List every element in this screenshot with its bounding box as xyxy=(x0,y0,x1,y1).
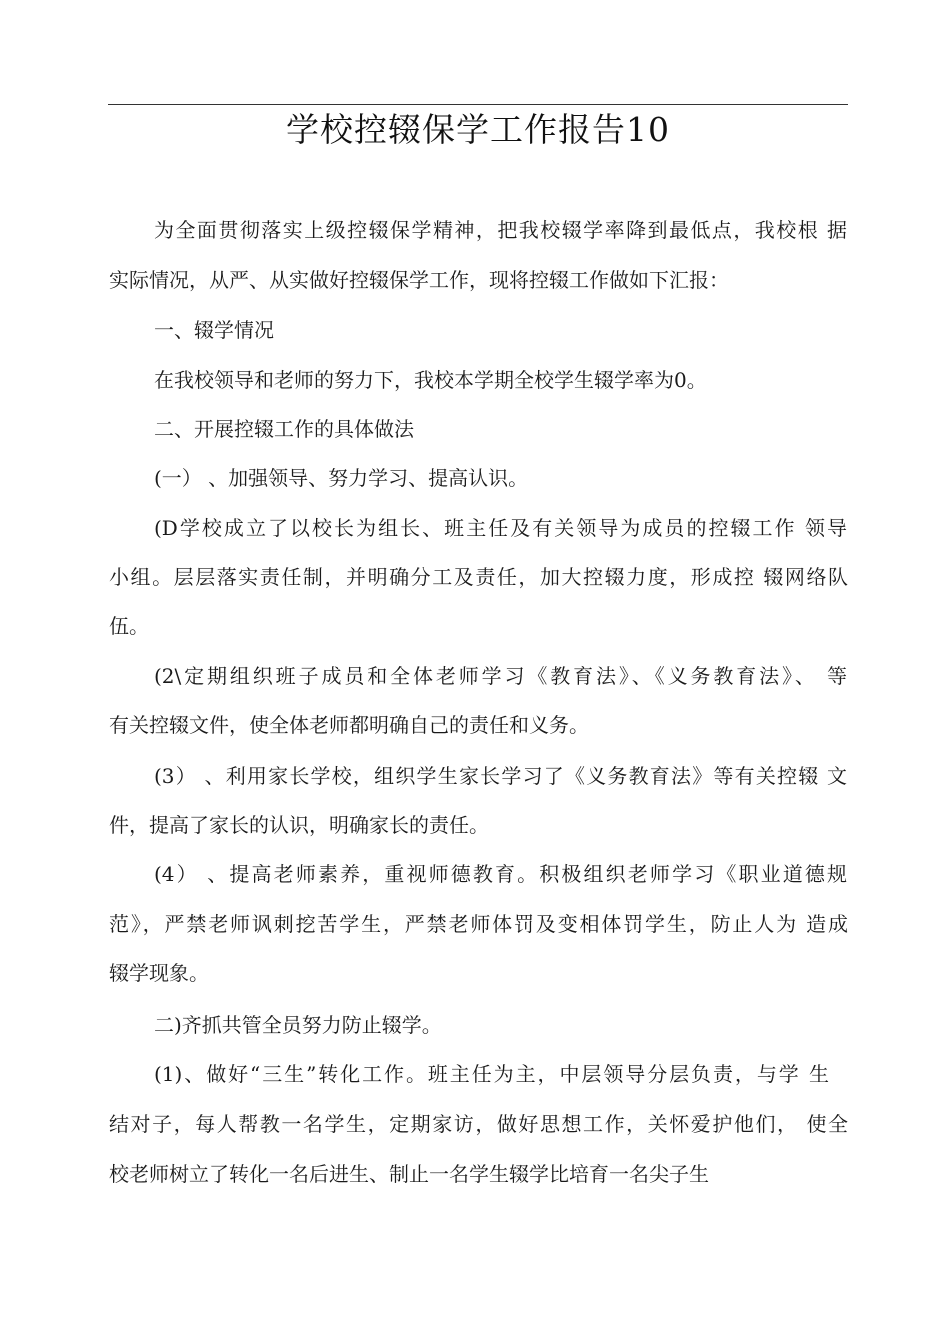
paragraph-line: 为全面贯彻落实上级控辍保学精神，把我校辍学率降到最低点，我校根 据 xyxy=(154,218,847,242)
paragraph-line: 件，提高了家长的认识，明确家长的责任。 xyxy=(109,813,489,837)
paragraph-line: (D学校成立了以校长为组长、班主任及有关领导为成员的控辍工作 领导 xyxy=(154,516,847,540)
paragraph-line: 伍。 xyxy=(109,614,149,638)
paragraph-line: (3） 、利用家长学校，组织学生家长学习了《义务教育法》等有关控辍 文 xyxy=(154,764,847,788)
paragraph-line: 结对子，每人帮教一名学生，定期家访，做好思想工作，关怀爱护他们， 使全 xyxy=(109,1112,848,1136)
paragraph-line: 有关控辍文件，使全体老师都明确自己的责任和义务。 xyxy=(109,713,589,737)
paragraph-line: 在我校领导和老师的努力下，我校本学期全校学生辍学率为0。 xyxy=(154,368,707,392)
paragraph-line: (2\定期组织班子成员和全体老师学习《教育法》、《义务教育法》、 等 xyxy=(154,664,847,688)
paragraph-line: 小组。层层落实责任制，并明确分工及责任，加大控辍力度，形成控 辍网络队 xyxy=(109,565,848,589)
section-heading: 二、开展控辍工作的具体做法 xyxy=(154,417,414,441)
subsection-heading: (一） 、加强领导、努力学习、提高认识。 xyxy=(154,466,529,490)
paragraph-line: 实际情况，从严、从实做好控辍保学工作，现将控辍工作做如下汇报： xyxy=(109,268,729,292)
document-title: 学校控辍保学工作报告10 xyxy=(286,110,670,149)
section-heading: 一、辍学情况 xyxy=(154,318,274,342)
paragraph-line: 辍学现象。 xyxy=(109,961,209,985)
paragraph-line: (1)、做好“三生”转化工作。班主任为主，中层领导分层负责，与学 生 xyxy=(154,1062,829,1086)
title-top-rule xyxy=(108,104,848,105)
subsection-heading: 二)齐抓共管全员努力防止辍学。 xyxy=(154,1013,442,1037)
paragraph-line: 范》，严禁老师讽刺挖苦学生，严禁老师体罚及变相体罚学生，防止人为 造成 xyxy=(109,912,848,936)
paragraph-line: 校老师树立了转化一名后进生、制止一名学生辍学比培育一名尖子生 xyxy=(109,1162,709,1186)
paragraph-line: (4） 、提高老师素养，重视师德教育。积极组织老师学习《职业道德规 xyxy=(154,862,847,886)
